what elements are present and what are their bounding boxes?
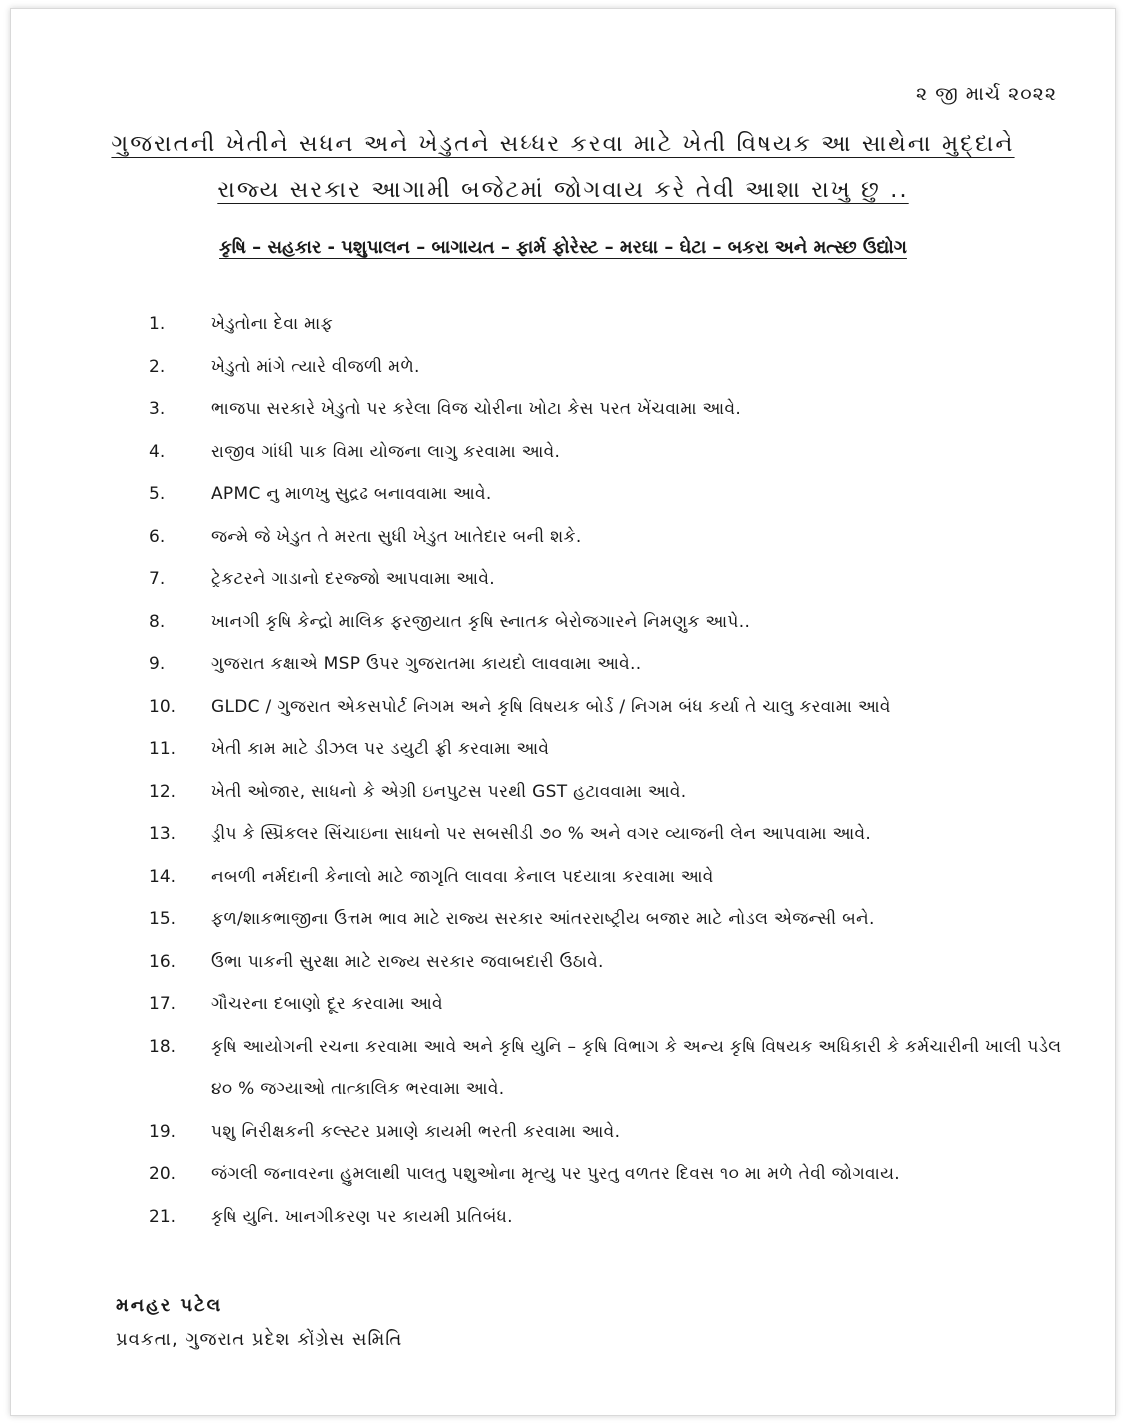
document-title	[51, 121, 1075, 213]
list-item-text: ઉભા પાકની સુરક્ષા માટે રાજ્ય સરકાર જવાબદારી ઉઠાવે.	[211, 951, 604, 972]
list-item	[149, 813, 1067, 856]
list-item-number: 5.	[149, 484, 166, 504]
list-item-text: ગુજરાત કક્ષાએ MSP ઉપર ગુજરાતમા કાયદો લાવવામા આવે..	[211, 654, 642, 674]
list-item-number: 3.	[149, 399, 166, 419]
list-item-number: 8.	[149, 611, 166, 632]
list-item	[149, 431, 1067, 474]
list-item-number: 13.	[149, 824, 177, 844]
list-item-text: પશુ નિરીક્ષકની કલ્સ્ટર પ્રમાણે કાયમી ભરતી કરવામા આવે.	[211, 1121, 621, 1142]
list-item	[149, 1111, 1067, 1154]
list-item-text: રાજીવ ગાંધી પાક વિમા યોજના લાગુ કરવામા આવે.	[211, 441, 561, 462]
signature-block	[116, 1292, 402, 1360]
list-item-number: 20.	[149, 1164, 177, 1184]
list-item-number: 21.	[149, 1206, 177, 1227]
list-item-number: 14.	[149, 866, 177, 887]
list-item	[149, 558, 1067, 601]
list-item-number: 11.	[149, 739, 177, 759]
list-item-number: 16.	[149, 951, 177, 972]
list-item-number: 1.	[149, 314, 166, 334]
list-item-text: GLDC / ગુજરાત એકસપોર્ટ નિગમ અને કૃષિ વિષયક બોર્ડ / નિગમ બંધ કર્યા તે ચાલુ કરવામા આવે	[211, 696, 891, 717]
list-item-text: ફળ/શાકભાજીના ઉત્તમ ભાવ માટે રાજ્ય સરકાર આંતરરાષ્ટ્રીય બજાર માટે નોડલ એજન્સી બને.	[211, 909, 875, 929]
list-item-text: APMC નુ માળખુ સુદ્રઢ બનાવવામા આવે.	[211, 484, 492, 504]
list-item-text: ખેતી કામ માટે ડીઝલ પર ડયુટી ફ્રી કરવામા આવે	[211, 739, 550, 759]
points-list	[149, 303, 1067, 1238]
list-item	[149, 856, 1067, 899]
list-item-text: ડ્રીપ કે સ્પ્રિંકલર સિંચાઇના સાધનો પર સબસીડી ૭૦ % અને વગર વ્યાજની લેન આપવામા આવે.	[211, 824, 872, 844]
title-line-2: રાજ્ય સરકાર આગામી બજેટમાં જોગવાય કરે તેવી આશા રાખુ છુ ..	[217, 177, 909, 203]
list-item	[149, 771, 1067, 814]
list-item	[149, 303, 1067, 346]
list-item	[149, 1196, 1067, 1239]
list-item-text: નબળી નર્મદાની કેનાલો માટે જાગૃતિ લાવવા કેનાલ પદયાત્રા કરવામા આવે	[211, 866, 714, 887]
list-item-text: કૃષિ યુનિ. ખાનગીકરણ પર કાયમી પ્રતિબંધ.	[211, 1206, 513, 1227]
list-item-number: 15.	[149, 909, 177, 929]
list-item	[149, 388, 1067, 431]
list-item	[149, 983, 1067, 1026]
list-item	[149, 516, 1067, 559]
list-item	[149, 898, 1067, 941]
list-item	[149, 728, 1067, 771]
list-item-number: 2.	[149, 356, 166, 377]
title-line-1: ગુજરાતની ખેતીને સધન અને ખેડુતને સધ્ધર કરવા માટે ખેતી વિષયક આ સાથેના મુદ્દાને	[111, 131, 1015, 157]
list-item	[149, 1026, 1067, 1111]
list-item-number: 10.	[149, 696, 177, 717]
list-item	[149, 346, 1067, 389]
document-date: ૨ જી માર્ચ ૨૦૨૨	[916, 83, 1057, 105]
list-item-text: જંગલી જનાવરના હુમલાથી પાલતુ પશુઓના મૃત્યુ પર પુરતુ વળતર દિવસ ૧૦ મા મળે તેવી જોગવાય.	[211, 1164, 901, 1184]
list-item	[149, 941, 1067, 984]
list-item	[149, 601, 1067, 644]
document-subtitle: કૃષિ – સહકાર - પશુપાલન – બાગાયત – ફાર્મ ફોરેસ્ટ – મરઘા – ઘેટા – બકરા અને મત્સ્છ ઉદ્યોગ	[219, 237, 907, 258]
document-page	[10, 8, 1116, 1416]
list-item-text: ખેડુતોના દેવા માફ	[211, 314, 334, 334]
list-item	[149, 1153, 1067, 1196]
list-item-text: જન્મે જે ખેડુત તે મરતા સુધી ખેડુત ખાતેદાર બની શકે.	[211, 526, 582, 547]
signature-role: પ્રવકતા, ગુજરાત પ્રદેશ કોંગ્રેસ સમિતિ	[116, 1329, 403, 1350]
list-item-text: ગૌચરના દબાણો દૂર કરવામા આવે	[211, 994, 443, 1014]
list-item-text: ભાજપા સરકારે ખેડુતો પર કરેલા વિજ ચોરીના ખોટા કેસ પરત ખેંચવામા આવે.	[211, 399, 742, 419]
list-item-text: ખેડુતો માંગે ત્યારે વીજળી મળે.	[211, 356, 420, 377]
list-item	[149, 473, 1067, 516]
list-item-number: 12.	[149, 781, 177, 802]
list-item-text: ટ્રેકટરને ગાડાનો દરજ્જો આપવામા આવે.	[211, 569, 495, 589]
list-item-number: 6.	[149, 526, 166, 547]
list-item-number: 18.	[149, 1036, 177, 1057]
list-item-text: ખાનગી કૃષિ કેન્દ્રો માલિક ફરજીયાત કૃષિ સ્નાતક બેરોજગારને નિમણુક આપે..	[211, 611, 751, 632]
list-item-number: 17.	[149, 994, 177, 1014]
list-item-number: 7.	[149, 569, 166, 589]
list-item	[149, 643, 1067, 686]
list-item-text: ખેતી ઓજાર, સાધનો કે એગ્રી ઇનપુટસ પરથી GST હટાવવામા આવે.	[211, 781, 687, 802]
list-item-number: 19.	[149, 1121, 177, 1142]
list-item-number: 4.	[149, 441, 166, 462]
signature-name: મનહર પટેલ	[116, 1295, 223, 1316]
list-item-number: 9.	[149, 654, 166, 674]
list-item-text: કૃષિ આયોગની રચના કરવામા આવે અને કૃષિ યુનિ – કૃષિ વિભાગ કે અન્ય કૃષિ વિષયક અધિકારી કે કર્મચારીની ખાલી પડેલ ૪૦ % જગ્યાઓ તાત્કાલિક ભરવામા આવે.	[211, 1036, 1062, 1099]
list-item	[149, 686, 1067, 729]
